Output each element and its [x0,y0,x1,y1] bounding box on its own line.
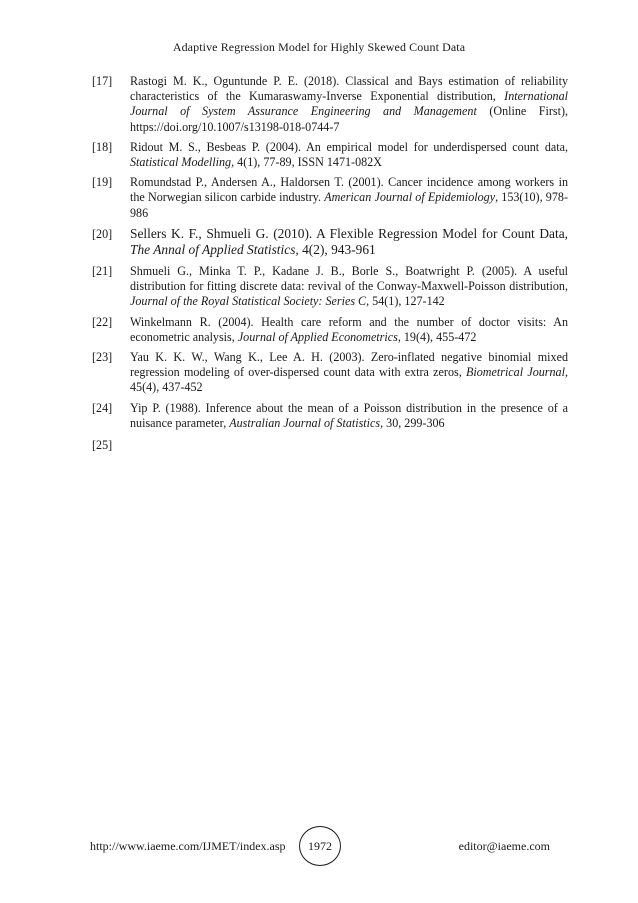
reference-item-17 [92,74,568,135]
reference-text: Romundstad P., Andersen A., Haldorsen T. (2001). Cancer incidence among workers in the Norwegian silicon carbide industry. American Journal of Epidemiology, 153(10), 978-986 [130,175,568,220]
running-header: Adaptive Regression Model for Highly Skewed Count Data [172,40,466,54]
journal-title: The Annal of Applied Statistics, [130,242,299,258]
journal-title: Australian Journal of Statistics [229,415,381,430]
reference-item-23 [92,350,568,396]
reference-number: [25] [92,438,113,453]
reference-number: [20] [92,226,113,241]
reference-number: [22] [92,314,113,329]
reference-item-18 [92,140,568,170]
reference-text: Sellers K. F., Shmueli G. (2010). A Flexible Regression Model for Count Data, The Annal of Applied Statistics, 4(2), 943-961 [130,225,568,258]
journal-title: Journal of Applied Econometrics [237,329,398,344]
reference-number: [21] [92,264,113,279]
reference-list [92,74,568,458]
reference-text: Winkelmann R. (2004). Health care reform and the number of doctor visits: An econometric analysis, Journal of Applied Econometrics, 19(4), 455-472 [130,314,568,344]
journal-url-link[interactable]: http://www.iaeme.com/IJMET/index.asp [90,839,286,853]
reference-item-21 [92,264,568,310]
page-footer [0,826,638,866]
reference-number: [24] [92,400,113,415]
journal-title: Journal of the Royal Statistical Society: Series C [130,294,367,309]
reference-item-20 [92,226,568,259]
page-number-badge [299,826,341,866]
page-number: 1972 [308,838,332,853]
reference-item-19 [92,175,568,221]
reference-text: Yip P. (1988). Inference about the mean of a Poisson distribution in the presence of a nuisance parameter, Australian Journal of Statistics, 30, 299-306 [130,400,568,430]
reference-text: Yau K. K. W., Wang K., Lee A. H. (2003). Zero-inflated negative binomial mixed regression modeling of over-dispersed count data with extra zeros, Biometrical Journal, 45(4), 437-452 [130,350,568,395]
reference-number: [18] [92,139,113,154]
reference-text: Rastogi M. K., Oguntunde P. E. (2018). Classical and Bays estimation of reliability characteristics of the Kumaraswamy-Inverse Exponential distribution, International Journal of System Assurance Engineering and Management (Online First), https://doi.org/10.1007/s13198-018-0744-7 [130,74,568,134]
reference-number: [19] [92,175,113,190]
reference-item-25 [92,438,568,453]
editor-email-link[interactable]: editor@iaeme.com [458,839,550,853]
journal-title: Biometrical Journal [465,365,565,380]
journal-title: Statistical Modelling [130,155,232,170]
reference-item-22 [92,315,568,345]
journal-title: International Journal of System Assurance Engineering and Management [130,89,568,119]
journal-title: American Journal of Epidemiology [324,190,496,205]
reference-text [130,438,568,453]
reference-text: Ridout M. S., Besbeas P. (2004). An empirical model for underdispersed count data, Statistical Modelling, 4(1), 77-89, ISSN 1471-082X [130,139,568,170]
reference-item-24 [92,401,568,431]
reference-text: Shmueli G., Minka T. P., Kadane J. B., Borle S., Boatwright P. (2005). A useful distribution for fitting discrete data: revival of the Conway-Maxwell-Poisson distribution, Journal of the Royal Statistical Society: Series C, 54(1), 127-142 [130,264,568,309]
reference-number: [17] [92,74,113,88]
reference-number: [23] [92,350,113,365]
